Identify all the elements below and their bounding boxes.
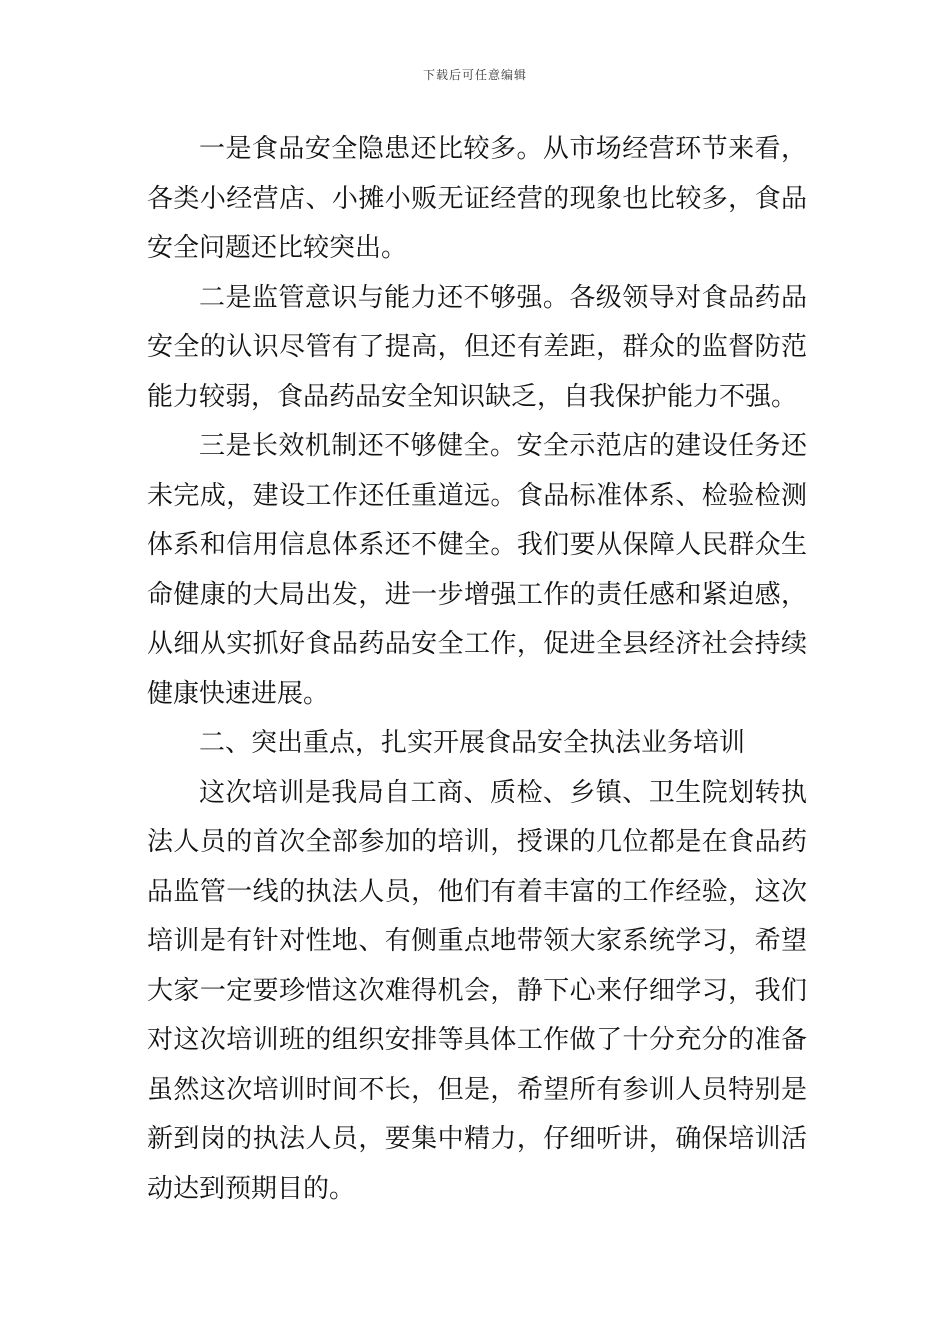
paragraph-long-term-mechanism: 三是长效机制还不够健全。安全示范店的建设任务还未完成，建设工作还任重道远。食品标准体系、检验检测体系和信用信息体系还不健全。我们要从保障人民群众生命健康的大局出发，进一步增强工作的责任感和紧迫感，从细从实抓好食品药品安全工作，促进全县经济社会持续健康快速进展。 [147, 431, 807, 709]
section-heading-training: 二、突出重点，扎实开展食品安全执法业务培训 [199, 728, 746, 758]
paragraph-food-safety-hazards: 一是食品安全隐患还比较多。从市场经营环节来看，各类小经营店、小摊小贩无证经营的现象也比较多，食品安全问题还比较突出。 [147, 134, 807, 263]
paragraph-supervision-awareness: 二是监管意识与能力还不够强。各级领导对食品药品安全的认识尽管有了提高，但还有差距，群众的监督防范能力较弱，食品药品安全知识缺乏，自我保护能力不强。 [147, 282, 807, 412]
page-header-note: 下载后可任意编辑 [422, 68, 527, 82]
paragraph-training-description: 这次培训是我局自工商、质检、乡镇、卫生院划转执法人员的首次全部参加的培训，授课的几位都是在食品药品监管一线的执法人员，他们有着丰富的工作经验，这次培训是有针对性地、有侧重点地带领大家系统学习，希望大家一定要珍惜这次难得机会，静下心来仔细学习，我们对这次培训班的组织安排等具体工作做了十分充分的准备虽然这次培训时间不长，但是，希望所有参训人员特别是新到岗的执法人员，要集中精力，仔细听讲，确保培训活动达到预期目的。 [147, 777, 807, 1204]
document-body [147, 125, 807, 1214]
